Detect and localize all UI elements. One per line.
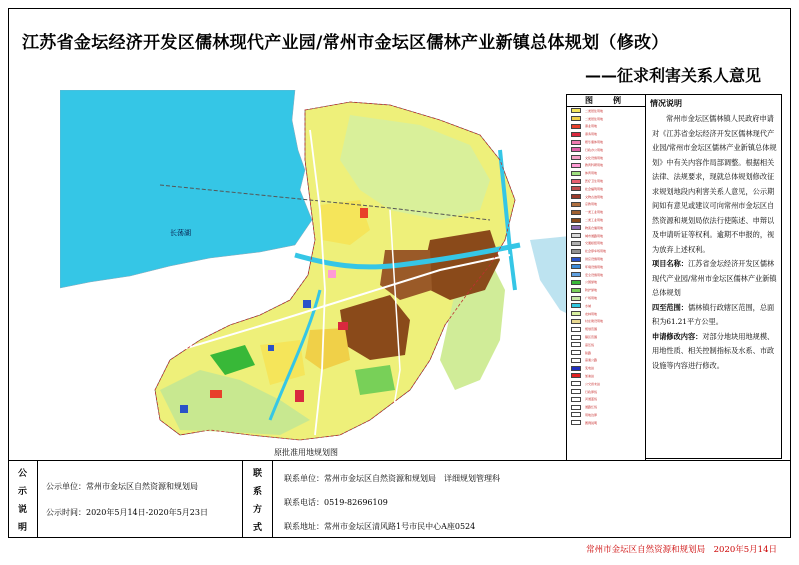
page-title: 江苏省金坛经济开发区儒林现代产业园/常州市金坛区儒林产业新镇总体规划（修改） (22, 33, 669, 53)
legend-swatch (571, 373, 581, 378)
legend-swatch (571, 280, 581, 285)
contact-table (8, 460, 791, 539)
info-content (646, 330, 781, 374)
legend-swatch (571, 288, 581, 293)
legend-label: 交通枢纽用地 (585, 241, 604, 246)
legend-item (567, 240, 645, 248)
legend-swatch (571, 366, 581, 371)
legend-swatch (571, 132, 581, 137)
legend-label: 村庄建设用地 (585, 319, 604, 324)
legend-item (567, 169, 645, 177)
legend-label: 加油站 (585, 373, 595, 378)
legend-swatch (571, 202, 581, 207)
legend-item (567, 193, 645, 201)
legend-item (567, 333, 645, 341)
legend-label: 河道蓝线 (585, 397, 598, 402)
notice-label: 公示说明 (17, 469, 27, 533)
legend-swatch (571, 163, 581, 168)
legend-swatch (571, 249, 581, 254)
legend-label: 公园绿地 (585, 280, 598, 285)
legend-item (567, 395, 645, 403)
project-label: 项目名称： (652, 259, 688, 268)
lake-label: 长荡湖 (170, 229, 191, 237)
legend-item (567, 247, 645, 255)
legend-item (567, 154, 645, 162)
legend-label: 镇区范围 (585, 335, 598, 339)
contact-label-cell (243, 461, 273, 537)
notice-unit: 公示单位：常州市金坛区自然资源和规划局 (46, 482, 198, 491)
legend-label: 环境设施用地 (585, 264, 604, 269)
legend-swatch (571, 319, 581, 324)
legend-swatch (571, 358, 581, 363)
legend-swatch (571, 311, 581, 316)
legend-item (567, 372, 645, 380)
legend-label: 图例说明 (585, 420, 598, 425)
legend-item (567, 123, 645, 131)
commercial-block-4 (295, 390, 304, 402)
legend-label: 文化设施用地 (585, 155, 604, 160)
lake-area (60, 90, 312, 288)
map-caption: 原批准用地规划图 (274, 448, 338, 457)
legend-swatch (571, 412, 581, 417)
legend-label: 娱乐康体用地 (585, 140, 604, 145)
legend-swatch (571, 405, 581, 410)
commercial-block-2 (338, 322, 348, 330)
legend-item (567, 138, 645, 146)
legend-label: 高压线 (585, 342, 595, 347)
project-value: 江苏省金坛经济开发区儒林现代产业园/常州市金坛区儒林产业新镇总体规划 (652, 259, 777, 297)
facility-block-2 (180, 405, 188, 413)
legend-swatch (571, 241, 581, 246)
legend-item (567, 349, 645, 357)
legend-swatch (571, 225, 581, 230)
legend-item (567, 279, 645, 287)
legend-label: 商务用地 (585, 132, 598, 137)
legend-label: 铁路 (585, 350, 592, 355)
info-body: 常州市金坛区儒林镇人民政府申请对《江苏省金坛经济开发区儒林现代产业园/常州市金坛区儒林产业新镇总体规划》中有关内容作局部调整。根据相关法律、法规要求，现就总体规划修改征求规划地段内利害关系人意见，公示期间如有意见或建议可向常州市金坛区自然资源和规划局依法行使陈述、申辩以及申请听证等权利。逾期不申报的，视为放弃上述权利。 (652, 114, 777, 254)
notice-label-cell (8, 461, 38, 537)
legend-swatch (571, 342, 581, 347)
legend-label: 供应设施用地 (585, 257, 604, 262)
legend-item (567, 107, 645, 115)
legend-label: 物流仓储用地 (585, 225, 604, 230)
commercial-block-1 (360, 208, 368, 218)
legend-swatch (571, 210, 581, 215)
legend-label: 城市道路用地 (585, 233, 604, 238)
legend-swatch (571, 233, 581, 238)
content-label: 申请修改内容： (652, 331, 703, 341)
legend-swatch (571, 389, 581, 394)
legend-label: 行政界线 (585, 389, 598, 394)
notice-time: 公示时间：2020年5月14日-2020年5月23日 (46, 508, 208, 517)
content-value: 对部分地块用地规模、用地性质、相关控制指标及水系、市政设施等内容进行修改。 (652, 331, 775, 370)
legend-swatch (571, 218, 581, 223)
legend-item (567, 208, 645, 216)
park-area-2 (355, 365, 395, 395)
legend-label: 二类居住用地 (585, 108, 604, 113)
legend-swatch (571, 335, 581, 340)
legend-item (567, 419, 645, 427)
legend-item (567, 201, 645, 209)
legend-label: 防护绿地 (585, 288, 598, 293)
legend-item (567, 185, 645, 193)
legend-label: 广场用地 (585, 296, 598, 301)
legend-swatch (571, 194, 581, 199)
legend-item (567, 341, 645, 349)
legend-item (567, 146, 645, 154)
legend-item (567, 232, 645, 240)
legend-item (567, 263, 645, 271)
legend-swatch (571, 296, 581, 301)
facility-block-1 (303, 300, 311, 308)
legend-item (567, 162, 645, 170)
legend-swatch (571, 140, 581, 145)
legend-swatch (571, 257, 581, 262)
legend-swatch (571, 179, 581, 184)
legend-swatch (571, 171, 581, 176)
contact-label: 联系方式 (252, 469, 262, 533)
legend-label: 社会停车场用地 (585, 249, 607, 254)
footer-text: 常州市金坛区自然资源和规划局 2020年5月14日 (586, 545, 777, 555)
legend-label: 用地边界 (585, 412, 598, 417)
info-scope (646, 301, 781, 330)
contact-unit: 联系单位：常州市金坛区自然资源和规划局 详细规划管理科 (284, 474, 500, 483)
legend-swatch (571, 147, 581, 152)
legend-item (567, 325, 645, 333)
info-panel (646, 94, 782, 459)
legend-swatch (571, 186, 581, 191)
legend-item (567, 388, 645, 396)
legend-item (567, 357, 645, 365)
notice-content-cell (38, 461, 243, 537)
legend-item (567, 224, 645, 232)
legend-item (567, 302, 645, 310)
legend-swatch (571, 272, 581, 277)
page-subtitle: ——征求利害关系人意见 (584, 66, 761, 85)
legend-label: 二类居住用地 (585, 116, 604, 121)
legend-item (567, 411, 645, 419)
map-legend (566, 94, 646, 461)
legend-label: 商业用地 (585, 124, 598, 129)
legend-item (567, 403, 645, 411)
land-use-map (60, 90, 580, 462)
legend-label: 行政办公用地 (585, 147, 604, 152)
education-block (328, 270, 336, 278)
contact-phone: 联系电话：0519-82696109 (284, 498, 388, 507)
legend-item (567, 255, 645, 263)
legend-label: 宗教用地 (585, 202, 598, 207)
legend-label: 变电站 (585, 366, 595, 371)
legend-label: 公交首末站 (585, 381, 601, 386)
legend-label: 高速公路 (585, 358, 598, 363)
legend-swatch (571, 420, 581, 425)
legend-swatch (571, 116, 581, 121)
legend-item (567, 294, 645, 302)
legend-label: 医疗卫生用地 (585, 179, 604, 184)
legend-item (567, 216, 645, 224)
legend-swatch (571, 327, 581, 332)
contact-address: 联系地址：常州市金坛区清风路1号市民中心A座0524 (284, 522, 476, 531)
legend-label: 二类工业用地 (585, 218, 604, 223)
legend-item (567, 364, 645, 372)
legend-label: 道路红线 (585, 405, 598, 410)
legend-label: 体育用地 (585, 171, 598, 176)
legend-label: 文物古迹用地 (585, 194, 604, 199)
legend-label: 规划范围 (585, 327, 598, 332)
legend-swatch (571, 108, 581, 113)
legend-rows (567, 107, 645, 427)
legend-item (567, 130, 645, 138)
legend-item (567, 286, 645, 294)
legend-item (567, 318, 645, 326)
legend-item (567, 115, 645, 123)
legend-item (567, 310, 645, 318)
commercial-block-3 (210, 390, 222, 398)
legend-label: 农林用地 (585, 311, 598, 316)
legend-swatch (571, 397, 581, 402)
facility-block-3 (268, 345, 274, 351)
legend-item (567, 380, 645, 388)
legend-swatch (571, 264, 581, 269)
scope-value: 儒林镇行政辖区范围，总面积为61.21平方公里。 (652, 302, 775, 326)
legend-label: 社会福利用地 (585, 186, 604, 191)
legend-swatch (571, 155, 581, 160)
legend-swatch (571, 303, 581, 308)
info-project (646, 257, 781, 301)
legend-swatch (571, 124, 581, 129)
legend-label: 一类工业用地 (585, 210, 604, 215)
legend-label: 水域 (585, 303, 592, 308)
legend-label: 安全设施用地 (585, 272, 604, 277)
info-heading: 情况说明 (650, 98, 682, 108)
legend-item (567, 271, 645, 279)
legend-label: 教育科研用地 (585, 163, 604, 168)
legend-item (567, 177, 645, 185)
legend-title: 图 例 (567, 95, 645, 107)
legend-swatch (571, 381, 581, 386)
legend-swatch (571, 350, 581, 355)
scope-label: 四至范围： (652, 302, 688, 312)
